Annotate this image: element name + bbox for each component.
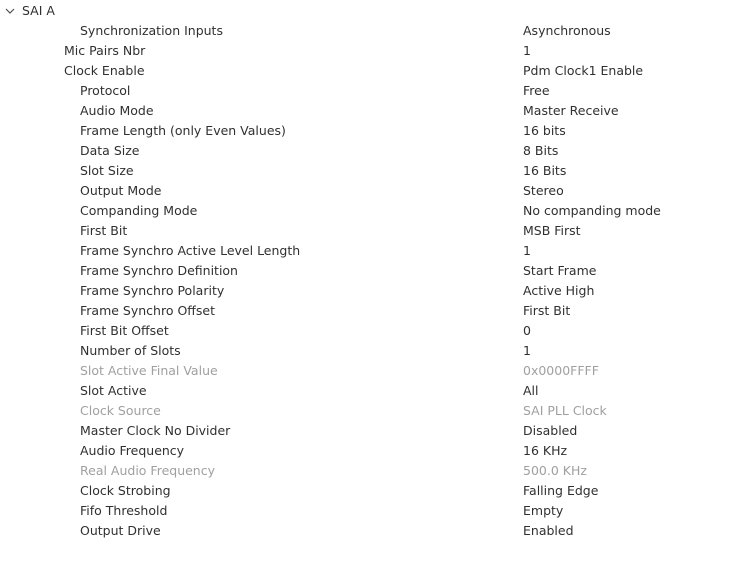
property-value[interactable]: Disabled [523,423,578,438]
property-row[interactable] [0,21,732,41]
property-value: 0x0000FFFF [523,363,599,378]
property-label: Frame Synchro Offset [80,303,216,318]
property-value[interactable]: Master Receive [523,103,619,118]
property-row [0,361,732,381]
property-row[interactable] [0,201,732,221]
property-label: First Bit Offset [80,323,169,338]
property-value: SAI PLL Clock [523,403,607,418]
property-label: First Bit [80,223,128,238]
property-label: Audio Mode [80,103,154,118]
property-value[interactable]: Stereo [523,183,564,198]
property-row[interactable] [0,241,732,261]
property-row[interactable] [0,441,732,461]
property-label: Slot Active Final Value [80,363,218,378]
property-value[interactable]: 16 KHz [523,443,568,458]
property-row[interactable] [0,281,732,301]
property-row[interactable] [0,221,732,241]
property-label: Fifo Threshold [80,503,168,518]
property-value: 500.0 KHz [523,463,587,478]
property-row[interactable] [0,321,732,341]
property-value[interactable]: Pdm Clock1 Enable [523,63,644,78]
property-value[interactable]: 0 [523,323,531,338]
property-label: Number of Slots [80,343,181,358]
property-row[interactable] [0,521,732,541]
property-value[interactable]: Falling Edge [523,483,599,498]
property-value[interactable]: 8 Bits [523,143,559,158]
section-header-sai-a[interactable] [0,0,732,22]
property-row[interactable] [0,121,732,141]
property-label: Clock Enable [64,63,145,78]
property-value[interactable]: 16 Bits [523,163,567,178]
property-label: Synchronization Inputs [80,23,223,38]
property-row[interactable] [0,381,732,401]
property-value[interactable]: Enabled [523,523,574,538]
property-label: Master Clock No Divider [80,423,231,438]
property-list [0,21,732,541]
property-row[interactable] [0,41,732,61]
property-label: Slot Size [80,163,134,178]
property-label: Protocol [80,83,131,98]
property-label: Frame Synchro Active Level Length [80,243,301,258]
property-row[interactable] [0,101,732,121]
property-label: Frame Synchro Definition [80,263,238,278]
property-row[interactable] [0,261,732,281]
property-row[interactable] [0,81,732,101]
property-row[interactable] [0,161,732,181]
property-row[interactable] [0,141,732,161]
section-title: SAI A [22,3,55,18]
property-label: Companding Mode [80,203,198,218]
property-label: Frame Length (only Even Values) [80,123,286,138]
property-row[interactable] [0,341,732,361]
property-value[interactable]: 1 [523,243,531,258]
property-value[interactable]: No companding mode [523,203,661,218]
property-label: Real Audio Frequency [80,463,215,478]
property-value[interactable]: First Bit [523,303,571,318]
property-label: Clock Source [80,403,161,418]
property-value[interactable]: Empty [523,503,564,518]
property-value[interactable]: 1 [523,343,531,358]
property-label: Output Mode [80,183,162,198]
property-row[interactable] [0,301,732,321]
property-value[interactable]: Asynchronous [523,23,611,38]
property-label: Audio Frequency [80,443,185,458]
property-label: Data Size [80,143,140,158]
property-row[interactable] [0,501,732,521]
property-row[interactable] [0,481,732,501]
property-row[interactable] [0,181,732,201]
property-value[interactable]: 16 bits [523,123,566,138]
property-label: Output Drive [80,523,161,538]
property-row [0,461,732,481]
property-value[interactable]: All [523,383,539,398]
property-value[interactable]: Start Frame [523,263,597,278]
property-value[interactable]: MSB First [523,223,581,238]
property-row[interactable] [0,61,732,81]
property-value[interactable]: Active High [523,283,595,298]
property-row [0,401,732,421]
property-label: Slot Active [80,383,147,398]
property-value[interactable]: Free [523,83,550,98]
property-label: Clock Strobing [80,483,171,498]
property-label: Mic Pairs Nbr [64,43,146,58]
property-label: Frame Synchro Polarity [80,283,225,298]
property-value[interactable]: 1 [523,43,531,58]
property-row[interactable] [0,421,732,441]
chevron-down-icon[interactable] [5,6,15,16]
